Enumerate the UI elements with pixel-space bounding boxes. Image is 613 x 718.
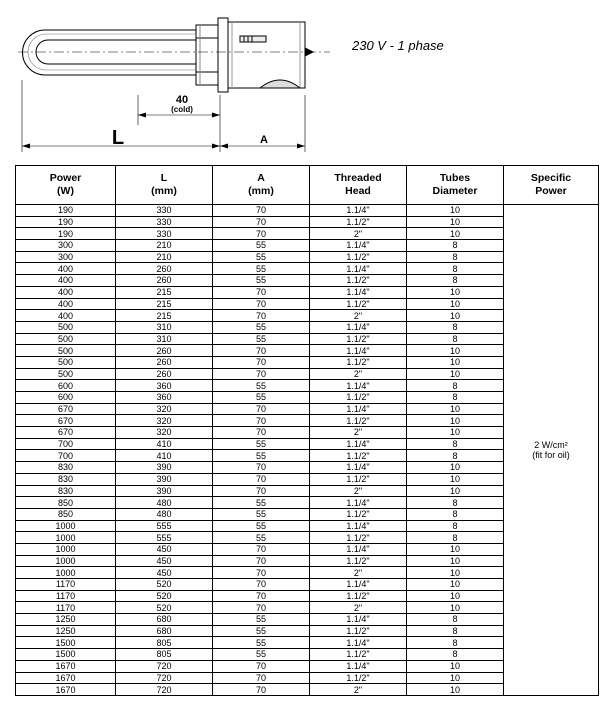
length-l-cell: 450	[116, 543, 213, 555]
length-l-cell: 330	[116, 216, 213, 228]
length-l-cell: 720	[116, 672, 213, 684]
length-l-cell: 320	[116, 415, 213, 427]
length-l-cell: 210	[116, 240, 213, 252]
length-l-cell: 390	[116, 473, 213, 485]
threaded-head-cell: 2"	[310, 310, 407, 322]
length-a-cell: 70	[213, 286, 310, 298]
length-l-cell: 555	[116, 532, 213, 544]
length-a-cell: 70	[213, 473, 310, 485]
power-cell: 500	[16, 356, 116, 368]
tube-diameter-cell: 10	[407, 579, 504, 591]
cold-zone-label: (cold)	[171, 105, 193, 114]
threaded-head-cell: 1.1/2"	[310, 473, 407, 485]
length-l-cell: 805	[116, 637, 213, 649]
length-l-cell: 210	[116, 251, 213, 263]
length-l-cell: 310	[116, 333, 213, 345]
length-a-cell: 70	[213, 345, 310, 357]
length-a-cell: 55	[213, 333, 310, 345]
length-a-cell: 70	[213, 205, 310, 217]
length-l-cell: 215	[116, 286, 213, 298]
power-cell: 500	[16, 368, 116, 380]
tube-diameter-cell: 10	[407, 216, 504, 228]
length-a-cell: 70	[213, 228, 310, 240]
col-header-tubes-diameter: Tubes Diameter	[407, 166, 504, 205]
power-cell: 1670	[16, 672, 116, 684]
power-cell: 1000	[16, 543, 116, 555]
tube-diameter-cell: 8	[407, 508, 504, 520]
length-a-cell: 55	[213, 532, 310, 544]
table-body	[16, 205, 599, 696]
power-cell: 1000	[16, 555, 116, 567]
length-a-cell: 55	[213, 321, 310, 333]
power-cell: 400	[16, 275, 116, 287]
length-a-cell: 70	[213, 555, 310, 567]
length-a-cell: 70	[213, 485, 310, 497]
tube-diameter-cell: 10	[407, 660, 504, 672]
power-cell: 400	[16, 310, 116, 322]
threaded-head-cell: 1.1/2"	[310, 590, 407, 602]
length-a-cell: 70	[213, 310, 310, 322]
tube-diameter-cell: 8	[407, 240, 504, 252]
tube-diameter-cell: 10	[407, 590, 504, 602]
tube-diameter-cell: 8	[407, 333, 504, 345]
col-header-power: Power (W)	[16, 166, 116, 205]
tube-diameter-cell: 8	[407, 251, 504, 263]
length-l-cell: 390	[116, 485, 213, 497]
cold-zone-value: 40	[175, 94, 189, 106]
power-cell: 500	[16, 345, 116, 357]
tube-diameter-cell: 10	[407, 298, 504, 310]
length-l-cell: 260	[116, 368, 213, 380]
length-l-cell: 260	[116, 263, 213, 275]
tube-diameter-cell: 10	[407, 368, 504, 380]
length-a-cell: 70	[213, 368, 310, 380]
length-a-cell: 70	[213, 216, 310, 228]
power-cell: 1250	[16, 625, 116, 637]
threaded-head-cell: 1.1/4"	[310, 520, 407, 532]
length-a-cell: 70	[213, 567, 310, 579]
length-l-cell: 480	[116, 508, 213, 520]
power-cell: 830	[16, 485, 116, 497]
threaded-head-cell: 1.1/2"	[310, 450, 407, 462]
length-l-cell: 520	[116, 602, 213, 614]
length-l-cell: 805	[116, 649, 213, 661]
threaded-head-cell: 1.1/4"	[310, 380, 407, 392]
threaded-head-cell: 1.1/2"	[310, 333, 407, 345]
length-l-cell: 720	[116, 684, 213, 696]
col-header-specific-power: Specific Power	[504, 166, 599, 205]
tube-diameter-cell: 8	[407, 532, 504, 544]
threaded-head-cell: 1.1/4"	[310, 286, 407, 298]
threaded-head-cell: 1.1/2"	[310, 672, 407, 684]
tube-diameter-cell: 8	[407, 637, 504, 649]
power-cell: 190	[16, 216, 116, 228]
power-cell: 500	[16, 321, 116, 333]
power-cell: 400	[16, 263, 116, 275]
tube-diameter-cell: 8	[407, 614, 504, 626]
threaded-head-cell: 1.1/4"	[310, 462, 407, 474]
length-l-cell: 215	[116, 298, 213, 310]
power-cell: 1000	[16, 532, 116, 544]
length-a-cell: 70	[213, 684, 310, 696]
length-l-cell: 555	[116, 520, 213, 532]
length-l-cell: 410	[116, 438, 213, 450]
length-a-cell: 55	[213, 263, 310, 275]
length-a-cell: 70	[213, 672, 310, 684]
length-l-cell: 520	[116, 579, 213, 591]
tube-diameter-cell: 8	[407, 520, 504, 532]
threaded-head-cell: 2"	[310, 485, 407, 497]
tube-diameter-cell: 10	[407, 356, 504, 368]
power-cell: 830	[16, 473, 116, 485]
length-a-cell: 55	[213, 380, 310, 392]
length-l-cell: 330	[116, 205, 213, 217]
length-l-cell: 450	[116, 555, 213, 567]
power-cell: 670	[16, 415, 116, 427]
length-a-cell: 55	[213, 508, 310, 520]
power-cell: 1670	[16, 684, 116, 696]
heating-tube-outer	[23, 30, 206, 75]
tube-diameter-cell: 8	[407, 450, 504, 462]
threaded-head-cell: 1.1/2"	[310, 356, 407, 368]
tube-diameter-cell: 10	[407, 485, 504, 497]
power-cell: 1000	[16, 567, 116, 579]
length-l-cell: 720	[116, 660, 213, 672]
length-a-cell: 55	[213, 637, 310, 649]
threaded-head-cell: 1.1/4"	[310, 263, 407, 275]
length-a-cell: 70	[213, 356, 310, 368]
tube-diameter-cell: 10	[407, 403, 504, 415]
length-a-cell: 55	[213, 450, 310, 462]
threaded-head-cell: 2"	[310, 567, 407, 579]
tube-diameter-cell: 10	[407, 555, 504, 567]
length-l-cell: 260	[116, 356, 213, 368]
length-l-cell: 680	[116, 625, 213, 637]
tube-diameter-cell: 10	[407, 427, 504, 439]
power-cell: 1500	[16, 649, 116, 661]
length-a-cell: 70	[213, 579, 310, 591]
length-a-cell: 70	[213, 403, 310, 415]
length-l-cell: 520	[116, 590, 213, 602]
threaded-head-cell: 2"	[310, 228, 407, 240]
power-cell: 1670	[16, 660, 116, 672]
threaded-head-cell: 2"	[310, 684, 407, 696]
tube-diameter-cell: 8	[407, 263, 504, 275]
power-cell: 400	[16, 298, 116, 310]
length-a-cell: 55	[213, 275, 310, 287]
tube-diameter-cell: 10	[407, 543, 504, 555]
table-row	[16, 205, 599, 217]
power-cell: 600	[16, 380, 116, 392]
threaded-head-cell: 1.1/4"	[310, 579, 407, 591]
dimension-A-label: A	[260, 134, 268, 146]
threaded-head-cell: 1.1/4"	[310, 321, 407, 333]
length-l-cell: 410	[116, 450, 213, 462]
col-header-l: L (mm)	[116, 166, 213, 205]
power-cell: 1170	[16, 602, 116, 614]
specifications-table	[15, 165, 599, 696]
tube-diameter-cell: 8	[407, 438, 504, 450]
length-a-cell: 55	[213, 392, 310, 404]
power-cell: 670	[16, 403, 116, 415]
length-l-cell: 330	[116, 228, 213, 240]
tube-diameter-cell: 8	[407, 392, 504, 404]
power-cell: 670	[16, 427, 116, 439]
power-cell: 700	[16, 438, 116, 450]
length-l-cell: 480	[116, 497, 213, 509]
threaded-head-cell: 1.1/2"	[310, 625, 407, 637]
length-a-cell: 55	[213, 649, 310, 661]
power-cell: 850	[16, 508, 116, 520]
threaded-head-cell: 1.1/2"	[310, 216, 407, 228]
threaded-head-cell: 1.1/4"	[310, 240, 407, 252]
length-a-cell: 55	[213, 614, 310, 626]
power-cell: 830	[16, 462, 116, 474]
length-a-cell: 55	[213, 438, 310, 450]
length-l-cell: 320	[116, 403, 213, 415]
threaded-head-cell: 2"	[310, 368, 407, 380]
length-a-cell: 70	[213, 427, 310, 439]
length-l-cell: 260	[116, 345, 213, 357]
length-a-cell: 70	[213, 298, 310, 310]
power-cell: 190	[16, 205, 116, 217]
tube-diameter-cell: 10	[407, 205, 504, 217]
dimension-L-label: L	[111, 127, 125, 149]
threaded-head-cell: 1.1/2"	[310, 251, 407, 263]
length-a-cell: 70	[213, 602, 310, 614]
threaded-head-cell: 1.1/4"	[310, 205, 407, 217]
length-l-cell: 260	[116, 275, 213, 287]
threaded-head-cell: 1.1/4"	[310, 403, 407, 415]
threaded-head-cell: 1.1/2"	[310, 649, 407, 661]
flange	[218, 18, 228, 92]
power-cell: 1170	[16, 590, 116, 602]
tube-diameter-cell: 8	[407, 380, 504, 392]
tube-diameter-cell: 10	[407, 672, 504, 684]
threaded-head-cell: 1.1/4"	[310, 543, 407, 555]
length-a-cell: 70	[213, 660, 310, 672]
tube-diameter-cell: 10	[407, 602, 504, 614]
power-cell: 1000	[16, 520, 116, 532]
table-header-row	[16, 166, 599, 205]
tube-diameter-cell: 10	[407, 345, 504, 357]
power-cell: 700	[16, 450, 116, 462]
threaded-head-cell: 1.1/2"	[310, 532, 407, 544]
length-a-cell: 55	[213, 625, 310, 637]
length-l-cell: 390	[116, 462, 213, 474]
length-l-cell: 680	[116, 614, 213, 626]
col-header-threaded-head: Threaded Head	[310, 166, 407, 205]
tube-diameter-cell: 8	[407, 497, 504, 509]
power-cell: 190	[16, 228, 116, 240]
tube-diameter-cell: 10	[407, 286, 504, 298]
threaded-head-cell: 1.1/4"	[310, 345, 407, 357]
tube-diameter-cell: 8	[407, 649, 504, 661]
length-l-cell: 215	[116, 310, 213, 322]
threaded-head-cell: 2"	[310, 602, 407, 614]
tube-diameter-cell: 10	[407, 462, 504, 474]
tube-diameter-cell: 10	[407, 228, 504, 240]
tube-diameter-cell: 10	[407, 567, 504, 579]
length-a-cell: 70	[213, 462, 310, 474]
power-cell: 600	[16, 392, 116, 404]
threaded-head-cell: 1.1/2"	[310, 275, 407, 287]
length-a-cell: 70	[213, 590, 310, 602]
heater-technical-drawing	[0, 0, 613, 160]
tube-diameter-cell: 10	[407, 310, 504, 322]
threaded-head-cell: 1.1/2"	[310, 508, 407, 520]
threaded-head-cell: 1.1/2"	[310, 392, 407, 404]
power-cell: 1170	[16, 579, 116, 591]
specific-power-value: 2 W/cm²	[534, 439, 568, 450]
threaded-head-cell: 1.1/4"	[310, 660, 407, 672]
threaded-head-cell: 1.1/2"	[310, 555, 407, 567]
phase-label: 230 V - 1 phase	[352, 38, 444, 53]
threaded-head-cell: 2"	[310, 427, 407, 439]
length-a-cell: 70	[213, 415, 310, 427]
threaded-head-cell: 1.1/2"	[310, 415, 407, 427]
threaded-head	[196, 25, 218, 85]
length-l-cell: 360	[116, 392, 213, 404]
tube-diameter-cell: 10	[407, 473, 504, 485]
tube-diameter-cell: 8	[407, 321, 504, 333]
tube-diameter-cell: 8	[407, 625, 504, 637]
threaded-head-cell: 1.1/2"	[310, 298, 407, 310]
length-l-cell: 320	[116, 427, 213, 439]
power-cell: 1500	[16, 637, 116, 649]
col-header-a: A (mm)	[213, 166, 310, 205]
length-l-cell: 360	[116, 380, 213, 392]
threaded-head-cell: 1.1/4"	[310, 614, 407, 626]
tube-diameter-cell: 10	[407, 684, 504, 696]
specific-power-cell	[504, 205, 599, 696]
power-cell: 400	[16, 286, 116, 298]
specific-power-note: (fit for oil)	[532, 449, 570, 460]
length-a-cell: 55	[213, 251, 310, 263]
power-cell: 300	[16, 251, 116, 263]
power-cell: 1250	[16, 614, 116, 626]
power-cell: 500	[16, 333, 116, 345]
tube-diameter-cell: 8	[407, 275, 504, 287]
threaded-head-cell: 1.1/4"	[310, 497, 407, 509]
power-cell: 850	[16, 497, 116, 509]
threaded-head-cell: 1.1/4"	[310, 637, 407, 649]
power-cell: 300	[16, 240, 116, 252]
length-l-cell: 310	[116, 321, 213, 333]
length-l-cell: 450	[116, 567, 213, 579]
length-a-cell: 70	[213, 543, 310, 555]
length-a-cell: 55	[213, 520, 310, 532]
tube-diameter-cell: 10	[407, 415, 504, 427]
threaded-head-cell: 1.1/4"	[310, 438, 407, 450]
length-a-cell: 55	[213, 497, 310, 509]
terminal-box	[228, 22, 305, 88]
length-a-cell: 55	[213, 240, 310, 252]
